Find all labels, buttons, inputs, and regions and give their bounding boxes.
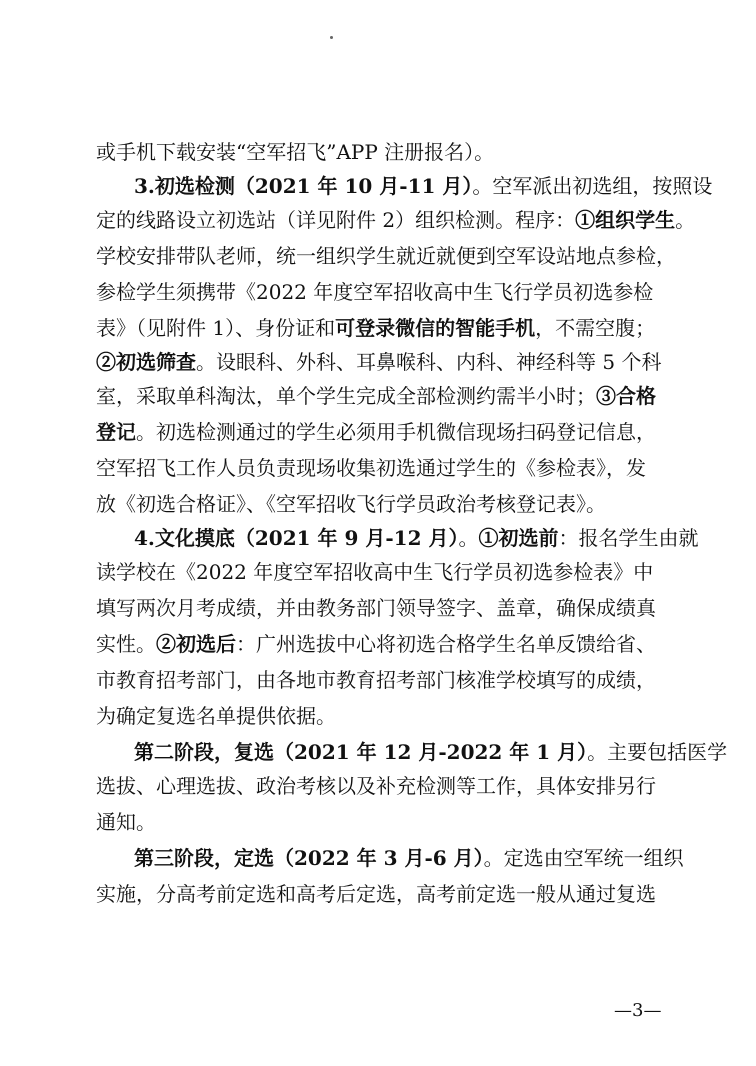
text-segment: 室，采取单科淘汰，单个学生完成全部检测约需半小时；	[96, 384, 596, 408]
text-line	[96, 700, 666, 732]
text-segment: 市教育招考部门，由各地市教育招考部门核准学校填写的成绩，	[96, 668, 656, 692]
bold-text-segment: ①组织学生	[575, 208, 676, 232]
text-segment: 通知。	[96, 810, 156, 834]
text-line	[96, 488, 666, 520]
text-segment: 为确定复选名单提供依据。	[96, 704, 336, 728]
text-segment: 。	[675, 208, 696, 232]
scan-dot	[330, 36, 333, 39]
bold-text-segment: 4.文化摸底（2021 年 9 月-12 月）	[134, 526, 459, 550]
text-line	[96, 770, 666, 802]
text-segment: 空军招飞工作人员负责现场收集初选通过学生的《参检表》，发	[96, 456, 646, 480]
text-line	[96, 452, 666, 484]
text-line	[96, 664, 666, 696]
text-segment: 。初选检测通过的学生必须用手机微信现场扫码登记信息，	[136, 420, 656, 444]
text-segment: 填写两次月考成绩，并由教务部门领导签字、盖章，确保成绩真	[96, 596, 656, 620]
text-segment: 实性。	[96, 632, 156, 656]
bold-text-segment: ③合格	[596, 384, 656, 408]
text-line	[96, 240, 676, 272]
text-segment: 读学校在《2022 年度空军招收高中生飞行学员初选参检表》中	[96, 560, 654, 584]
text-line	[96, 878, 666, 910]
text-segment: 表》（见附件 1）、身份证和	[96, 316, 336, 340]
text-segment: 。空军派出初选组，按照设	[472, 174, 713, 198]
bold-text-segment: 3.初选检测（2021 年 10 月-11 月）	[134, 174, 473, 198]
bold-text-segment: ②初选后	[156, 632, 236, 656]
text-line	[134, 170, 713, 202]
text-segment: 。设眼科、外科、耳鼻喉科、内科、神经科等 5 个科	[196, 350, 662, 374]
text-segment: 实施，分高考前定选和高考后定选，高考前定选一般从通过复选	[96, 882, 656, 906]
text-line	[96, 806, 666, 838]
text-line	[96, 556, 666, 588]
text-segment: 或手机下载安装“空军招飞”APP 注册报名）。	[96, 140, 495, 164]
text-line	[96, 416, 666, 448]
text-segment: ，不需空腹；	[535, 316, 656, 340]
text-line	[96, 346, 666, 378]
bold-text-segment: ①初选前	[478, 526, 559, 550]
text-line	[96, 204, 696, 236]
text-line	[96, 312, 666, 344]
text-line	[96, 592, 666, 624]
text-segment: 。定选由空军统一组织	[483, 846, 684, 870]
bold-text-segment: ②初选筛查	[96, 350, 196, 374]
text-line	[134, 736, 728, 768]
text-segment: 参检学生须携带《2022 年度空军招收高中生飞行学员初选参检	[96, 280, 654, 304]
text-segment: 学校安排带队老师，统一组织学生就近就便到空军设站地点参检，	[96, 244, 676, 268]
bold-text-segment: 登记	[96, 420, 136, 444]
text-line	[134, 522, 699, 554]
page-number: —3—	[614, 1000, 662, 1021]
text-line	[134, 842, 684, 874]
text-segment: 选拔、心理选拔、政治考核以及补充检测等工作，具体安排另行	[96, 774, 656, 798]
bold-text-segment: 第三阶段，定选（2022 年 3 月-6 月）	[134, 846, 484, 870]
text-segment: ：报名学生由就	[558, 526, 699, 550]
text-segment: 定的线路设立初选站（详见附件 2）组织检测。程序：	[96, 208, 576, 232]
text-line	[96, 276, 666, 308]
text-segment: ：广州选拔中心将初选合格学生名单反馈给省、	[236, 632, 656, 656]
text-line	[96, 628, 666, 660]
text-segment: 放《初选合格证》、《空军招收飞行学员政治考核登记表》。	[96, 492, 606, 516]
text-line	[96, 380, 666, 412]
bold-text-segment: 可登录微信的智能手机	[335, 316, 536, 340]
text-line	[96, 136, 666, 168]
text-segment: 。主要包括医学	[587, 740, 728, 764]
text-segment: 。	[458, 526, 479, 550]
bold-text-segment: 第二阶段，复选（2021 年 12 月-2022 年 1 月）	[134, 740, 588, 764]
